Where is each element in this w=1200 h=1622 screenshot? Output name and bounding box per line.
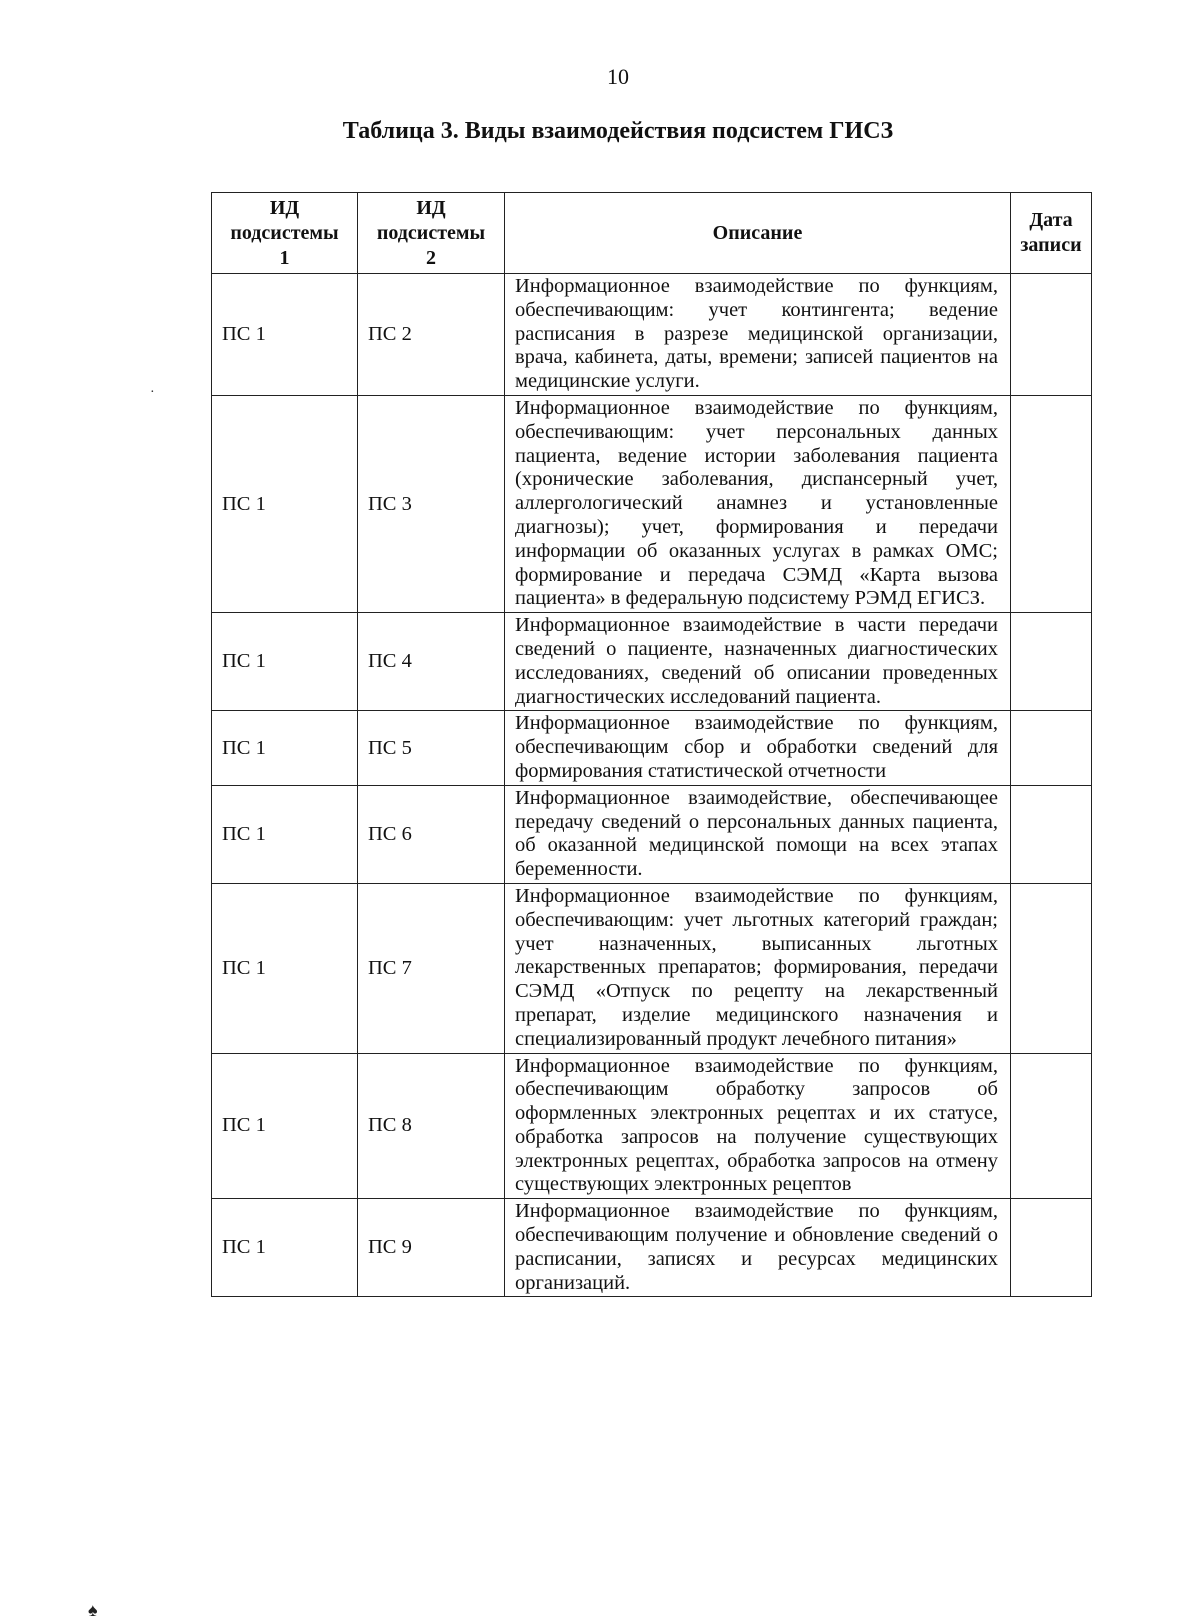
table-title: Таблица 3. Виды взаимодействия подсистем ГИСЗ [342, 118, 894, 144]
cell-record-date [1011, 785, 1092, 883]
cell-subsystem-id-2: ПС 9 [358, 1199, 505, 1297]
cell-description: Информационное взаимодействие по функциям, обеспечивающим сбор и обработки сведений для формирования статистической отчетности [505, 711, 1011, 785]
cell-record-date [1011, 883, 1092, 1053]
table-header-row [212, 193, 1092, 274]
table-row [212, 1199, 1092, 1297]
table-row [212, 395, 1092, 612]
cell-record-date [1011, 711, 1092, 785]
cell-subsystem-id-2: ПС 6 [358, 785, 505, 883]
cell-subsystem-id-2: ПС 5 [358, 711, 505, 785]
cell-description: Информационное взаимодействие по функциям, обеспечивающим обработку запросов об оформленных электронных рецептах и их статусе, обработка запросов на получение существующих электронных рецептах, обработка запросов на отмену существующих электронных рецептов [505, 1053, 1011, 1199]
header-text: Дата [1029, 209, 1073, 231]
table-row [212, 613, 1092, 711]
cell-record-date [1011, 613, 1092, 711]
cell-subsystem-id-1: ПС 1 [212, 1199, 358, 1297]
cell-description: Информационное взаимодействие по функциям, обеспечивающим получение и обновление сведений о расписании, записях и ресурсах медицинских организаций. [505, 1199, 1011, 1297]
header-text: ИД [269, 196, 300, 219]
scan-speck: · [150, 385, 155, 400]
table-row [212, 711, 1092, 785]
table-row [212, 883, 1092, 1053]
cell-subsystem-id-2: ПС 8 [358, 1053, 505, 1199]
header-text: подсистемы [376, 221, 486, 244]
cell-record-date [1011, 395, 1092, 612]
cell-subsystem-id-2: ПС 2 [358, 274, 505, 396]
interaction-table [211, 192, 1092, 1297]
cell-subsystem-id-1: ПС 1 [212, 613, 358, 711]
table-row [212, 1053, 1092, 1199]
cell-subsystem-id-1: ПС 1 [212, 274, 358, 396]
cell-subsystem-id-1: ПС 1 [212, 395, 358, 612]
scan-speck: ♠ [88, 1600, 98, 1620]
table-row [212, 785, 1092, 883]
header-text: подсистемы [230, 221, 339, 244]
header-record-date [1011, 193, 1092, 274]
header-subsystem-id-2 [358, 193, 505, 274]
header-text: 2 [426, 246, 436, 269]
cell-record-date [1011, 274, 1092, 396]
cell-description: Информационное взаимодействие по функциям, обеспечивающим: учет персональных данных пациента, ведение истории заболевания пациента (хронические заболевания, диспансерный учет, аллергологический анамнез и установленные диагнозы); учет, формирования и передачи информации об оказанных услугах в рамках ОМС; формирование и передача СЭМД «Карта вызова пациента» в федеральную подсистему РЭМД ЕГИСЗ. [505, 395, 1011, 612]
cell-record-date [1011, 1199, 1092, 1297]
cell-subsystem-id-2: ПС 4 [358, 613, 505, 711]
cell-subsystem-id-2: ПС 7 [358, 883, 505, 1053]
table-row [212, 274, 1092, 396]
page-number: 10 [607, 64, 629, 89]
cell-subsystem-id-2: ПС 3 [358, 395, 505, 612]
cell-subsystem-id-1: ПС 1 [212, 785, 358, 883]
header-text: 1 [279, 246, 290, 269]
header-text: Описание [712, 221, 803, 244]
cell-description: Информационное взаимодействие в части передачи сведений о пациенте, назначенных диагностических исследованиях, сведений об описании проведенных диагностических исследований пациента. [505, 613, 1011, 711]
cell-subsystem-id-1: ПС 1 [212, 883, 358, 1053]
header-subsystem-id-1 [212, 193, 358, 274]
header-text: ИД [416, 196, 446, 219]
cell-subsystem-id-1: ПС 1 [212, 1053, 358, 1199]
cell-record-date [1011, 1053, 1092, 1199]
cell-subsystem-id-1: ПС 1 [212, 711, 358, 785]
cell-description: Информационное взаимодействие, обеспечивающее передачу сведений о персональных данных пациента, об оказанной медицинской помощи на всех этапах беременности. [505, 785, 1011, 883]
header-description [505, 193, 1011, 274]
cell-description: Информационное взаимодействие по функциям, обеспечивающим: учет контингента; ведение расписания в разрезе медицинской организации, врача, кабинета, даты, времени; записей пациентов на медицинские услуги. [505, 274, 1011, 396]
cell-description: Информационное взаимодействие по функциям, обеспечивающим: учет льготных категорий граждан; учет назначенных, выписанных льготных лекарственных препаратов; формирования, передачи СЭМД «Отпуск по рецепту на лекарственный препарат, изделие медицинского назначения и специализированный продукт лечебного питания» [505, 883, 1011, 1053]
header-text: записи [1020, 234, 1082, 256]
